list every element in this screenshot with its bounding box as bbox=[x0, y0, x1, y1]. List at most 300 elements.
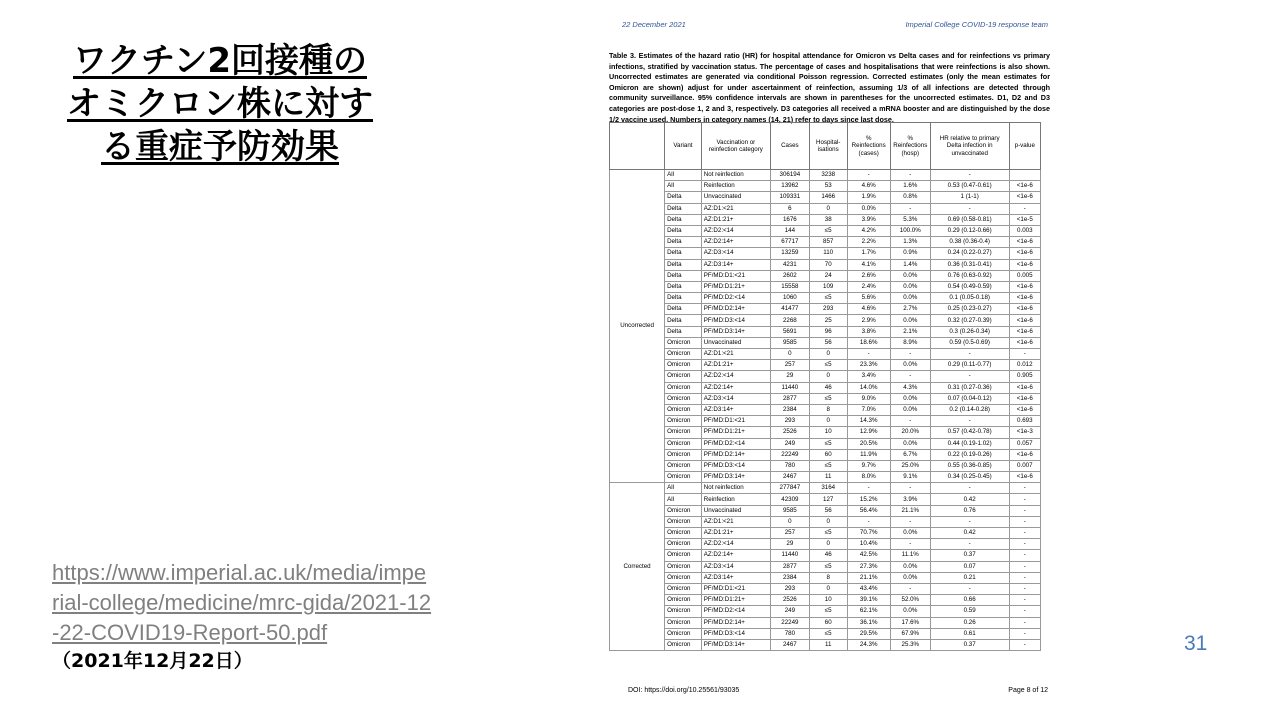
table-cell: 56.4% bbox=[847, 505, 890, 516]
table-cell: 4.6% bbox=[847, 304, 890, 315]
table-cell: 0 bbox=[809, 583, 847, 594]
table-header-row bbox=[610, 123, 1041, 170]
table-cell: 0 bbox=[809, 416, 847, 427]
table-cell: 5.6% bbox=[847, 293, 890, 304]
table-cell: Omicron bbox=[665, 583, 702, 594]
table-row bbox=[610, 528, 1041, 539]
table-row bbox=[610, 237, 1041, 248]
table-cell: Omicron bbox=[665, 416, 702, 427]
table-cell: 2.4% bbox=[847, 281, 890, 292]
table-cell: 249 bbox=[770, 438, 809, 449]
table-row bbox=[610, 550, 1041, 561]
table-cell: Delta bbox=[665, 304, 702, 315]
table-cell: 0.37 bbox=[930, 639, 1009, 650]
table-cell: 7.0% bbox=[847, 404, 890, 415]
table-body bbox=[610, 170, 1041, 651]
table-cell: 0.003 bbox=[1009, 225, 1040, 236]
table-cell: 0.0% bbox=[890, 281, 930, 292]
table-cell: 4.3% bbox=[890, 382, 930, 393]
table-cell: 36.1% bbox=[847, 617, 890, 628]
slide-title bbox=[40, 40, 400, 169]
table-cell: 24 bbox=[809, 270, 847, 281]
table-row bbox=[610, 438, 1041, 449]
table-cell: <1e-6 bbox=[1009, 293, 1040, 304]
table-cell: 0.0% bbox=[847, 203, 890, 214]
table-cell: - bbox=[1009, 516, 1040, 527]
table-cell: 38 bbox=[809, 214, 847, 225]
title-line-1: ワクチン2回接種の bbox=[73, 41, 367, 81]
title-line-2: オミクロン株に対す bbox=[67, 84, 373, 124]
table-cell: 100.0% bbox=[890, 225, 930, 236]
table-row bbox=[610, 259, 1041, 270]
table-cell: AZ:D2:14+ bbox=[701, 382, 770, 393]
table-cell: 109 bbox=[809, 281, 847, 292]
table-cell: 0.76 bbox=[930, 505, 1009, 516]
table-cell: 12.9% bbox=[847, 427, 890, 438]
table-cell: 0.0% bbox=[890, 528, 930, 539]
table-cell: AZ:D1:<21 bbox=[701, 349, 770, 360]
table-cell: AZ:D1:<21 bbox=[701, 203, 770, 214]
table-cell: 0.66 bbox=[930, 595, 1009, 606]
table-cell: 11440 bbox=[770, 550, 809, 561]
table-cell: 0.59 (0.5-0.69) bbox=[930, 337, 1009, 348]
table-cell: Omicron bbox=[665, 337, 702, 348]
table-cell: - bbox=[1009, 203, 1040, 214]
table-cell: 0.34 (0.25-0.45) bbox=[930, 472, 1009, 483]
table-cell: 0.005 bbox=[1009, 270, 1040, 281]
table-cell: 25.3% bbox=[890, 639, 930, 650]
table-cell: - bbox=[1009, 583, 1040, 594]
table-cell: 42.5% bbox=[847, 550, 890, 561]
table-cell: ≤5 bbox=[809, 225, 847, 236]
table-cell: Omicron bbox=[665, 449, 702, 460]
table-cell: 0.0% bbox=[890, 360, 930, 371]
table-row bbox=[610, 337, 1041, 348]
table-cell: - bbox=[847, 349, 890, 360]
table-cell: Omicron bbox=[665, 382, 702, 393]
table-cell: 0 bbox=[809, 539, 847, 550]
table-cell: - bbox=[1009, 606, 1040, 617]
document-page bbox=[600, 10, 1060, 710]
table-cell: PF/MD:D2:14+ bbox=[701, 617, 770, 628]
table-cell: 9.0% bbox=[847, 393, 890, 404]
table-cell: ≤5 bbox=[809, 393, 847, 404]
table-cell: 11.1% bbox=[890, 550, 930, 561]
table-cell: - bbox=[1009, 349, 1040, 360]
table-cell: 0.0% bbox=[890, 293, 930, 304]
table-cell: 0.59 bbox=[930, 606, 1009, 617]
table-cell: - bbox=[890, 416, 930, 427]
table-cell: - bbox=[1009, 561, 1040, 572]
table-row bbox=[610, 404, 1041, 415]
table-cell: 0.37 bbox=[930, 550, 1009, 561]
table-cell: 10 bbox=[809, 595, 847, 606]
table-cell: AZ:D2:<14 bbox=[701, 539, 770, 550]
table-cell: 10 bbox=[809, 427, 847, 438]
table-cell: 21.1% bbox=[847, 572, 890, 583]
table-cell: Omicron bbox=[665, 550, 702, 561]
table-cell: <1e-6 bbox=[1009, 382, 1040, 393]
table-cell: - bbox=[890, 516, 930, 527]
column-header: p-value bbox=[1009, 123, 1040, 170]
table-cell: 11 bbox=[809, 639, 847, 650]
table-cell: <1e-6 bbox=[1009, 192, 1040, 203]
table-cell: ≤5 bbox=[809, 606, 847, 617]
table-cell: Omicron bbox=[665, 360, 702, 371]
table-cell: 29 bbox=[770, 371, 809, 382]
table-cell: 0.42 bbox=[930, 494, 1009, 505]
table-cell: PF/MD:D3:<14 bbox=[701, 460, 770, 471]
table-cell: PF/MD:D3:14+ bbox=[701, 472, 770, 483]
table-cell: ≤5 bbox=[809, 628, 847, 639]
table-cell: Omicron bbox=[665, 639, 702, 650]
table-cell: - bbox=[890, 483, 930, 494]
table-cell: 257 bbox=[770, 528, 809, 539]
table-cell: 2467 bbox=[770, 472, 809, 483]
table-cell: 0.42 bbox=[930, 528, 1009, 539]
table-cell: 39.1% bbox=[847, 595, 890, 606]
table-cell: 20.0% bbox=[890, 427, 930, 438]
table-cell: <1e-6 bbox=[1009, 315, 1040, 326]
table-cell: - bbox=[847, 516, 890, 527]
table-cell: 9585 bbox=[770, 505, 809, 516]
table-cell: AZ:D1:<21 bbox=[701, 516, 770, 527]
table-cell: - bbox=[930, 371, 1009, 382]
table-cell: 46 bbox=[809, 550, 847, 561]
table-cell: - bbox=[890, 170, 930, 181]
table-cell: AZ:D3:<14 bbox=[701, 561, 770, 572]
document-footer-doi: DOI: https://doi.org/10.25561/93035 bbox=[628, 687, 740, 694]
table-cell: 25 bbox=[809, 315, 847, 326]
table-cell: 277847 bbox=[770, 483, 809, 494]
table-cell: <1e-6 bbox=[1009, 248, 1040, 259]
table-cell: 56 bbox=[809, 337, 847, 348]
table-cell: 0.693 bbox=[1009, 416, 1040, 427]
table-row bbox=[610, 606, 1041, 617]
table-row bbox=[610, 393, 1041, 404]
table-cell: AZ:D3:14+ bbox=[701, 259, 770, 270]
table-cell: AZ:D3:14+ bbox=[701, 572, 770, 583]
table-cell: 42309 bbox=[770, 494, 809, 505]
table-cell: - bbox=[930, 170, 1009, 181]
table-cell: <1e-6 bbox=[1009, 304, 1040, 315]
table-row bbox=[610, 293, 1041, 304]
table-cell: 1466 bbox=[809, 192, 847, 203]
table-cell: 4.2% bbox=[847, 225, 890, 236]
table-cell: 1.7% bbox=[847, 248, 890, 259]
table-cell: 1.3% bbox=[890, 237, 930, 248]
table-row bbox=[610, 595, 1041, 606]
table-cell: 22249 bbox=[770, 617, 809, 628]
table-cell: - bbox=[890, 349, 930, 360]
table-cell: - bbox=[1009, 539, 1040, 550]
table-cell: 67.9% bbox=[890, 628, 930, 639]
table-cell: 4.6% bbox=[847, 181, 890, 192]
table-cell: <1e-6 bbox=[1009, 393, 1040, 404]
table-cell: ≤5 bbox=[809, 293, 847, 304]
table-cell: 2.9% bbox=[847, 315, 890, 326]
source-date: （2021年12月22日） bbox=[52, 650, 253, 672]
table-cell: 0.38 (0.36-0.4) bbox=[930, 237, 1009, 248]
table-cell: 0 bbox=[809, 349, 847, 360]
table-cell: 1060 bbox=[770, 293, 809, 304]
table-cell: 22249 bbox=[770, 449, 809, 460]
table-row bbox=[610, 617, 1041, 628]
table-cell: AZ:D3:<14 bbox=[701, 248, 770, 259]
table-cell: <1e-6 bbox=[1009, 281, 1040, 292]
table-cell: 6 bbox=[770, 203, 809, 214]
table-cell: 3238 bbox=[809, 170, 847, 181]
table-cell: 0.36 (0.31-0.41) bbox=[930, 259, 1009, 270]
table-cell: ≤5 bbox=[809, 360, 847, 371]
table-cell: 2.7% bbox=[890, 304, 930, 315]
table-row bbox=[610, 170, 1041, 181]
table-cell: 27.3% bbox=[847, 561, 890, 572]
table-cell: 2526 bbox=[770, 427, 809, 438]
table-cell: 0.0% bbox=[890, 393, 930, 404]
table-cell: Omicron bbox=[665, 528, 702, 539]
table-cell: 10.4% bbox=[847, 539, 890, 550]
table-cell: 8.0% bbox=[847, 472, 890, 483]
table-cell: AZ:D2:<14 bbox=[701, 371, 770, 382]
table-cell: - bbox=[1009, 617, 1040, 628]
table-row bbox=[610, 416, 1041, 427]
table-cell: AZ:D2:14+ bbox=[701, 237, 770, 248]
table-cell: 0.61 bbox=[930, 628, 1009, 639]
table-row bbox=[610, 203, 1041, 214]
table-cell: 15558 bbox=[770, 281, 809, 292]
table-cell: PF/MD:D2:14+ bbox=[701, 304, 770, 315]
table-cell: <1e-6 bbox=[1009, 326, 1040, 337]
table-row bbox=[610, 561, 1041, 572]
table-cell: - bbox=[1009, 572, 1040, 583]
table-cell: 0.26 bbox=[930, 617, 1009, 628]
table-cell: Delta bbox=[665, 248, 702, 259]
table-cell: 18.6% bbox=[847, 337, 890, 348]
table-row bbox=[610, 382, 1041, 393]
table-cell: 110 bbox=[809, 248, 847, 259]
table-cell: 11.9% bbox=[847, 449, 890, 460]
table-cell: PF/MD:D2:<14 bbox=[701, 606, 770, 617]
table-cell: 2877 bbox=[770, 561, 809, 572]
table-caption: Table 3. Estimates of the hazard ratio (HR) for hospital attendance for Omicron vs Delta cases and for reinfections vs primary infections, stratified by vaccination status. The percentage of cases and hospitalisations that were reinfections is also shown. Uncorrected estimates are generated via conditional Poisson regression. Corrected estimates (only the mean estimates for Omicron are shown) adjust for under ascertainment of reinfection, assuming 1/3 of all infections are detected through community surveillance. 95% confidence intervals are shown in parentheses for the uncorrected estimates. D1, D2 and D3 categories are post-dose 1, 2 and 3, respectively. D3 categories all received a mRNA booster and are distinguished by the dose 1/2 vaccine used. Numbers in category names (14, 21) refer to days since last dose. bbox=[609, 51, 1050, 124]
table-cell: - bbox=[1009, 628, 1040, 639]
table-cell: 43.4% bbox=[847, 583, 890, 594]
table-row bbox=[610, 371, 1041, 382]
table-cell: 0.3 (0.26-0.34) bbox=[930, 326, 1009, 337]
table-cell: 1.9% bbox=[847, 192, 890, 203]
table-row bbox=[610, 225, 1041, 236]
table-cell: Delta bbox=[665, 281, 702, 292]
table-cell: 1.4% bbox=[890, 259, 930, 270]
table-cell: 0.54 (0.49-0.59) bbox=[930, 281, 1009, 292]
table-cell: 2268 bbox=[770, 315, 809, 326]
table-cell: AZ:D2:<14 bbox=[701, 225, 770, 236]
table-row bbox=[610, 449, 1041, 460]
table-cell: Omicron bbox=[665, 505, 702, 516]
table-row bbox=[610, 572, 1041, 583]
table-row bbox=[610, 539, 1041, 550]
table-cell: - bbox=[930, 583, 1009, 594]
table-cell: 0 bbox=[770, 516, 809, 527]
table-row bbox=[610, 360, 1041, 371]
table-cell: 3.9% bbox=[847, 214, 890, 225]
column-header: HR relative to primary Delta infection in unvaccinated bbox=[930, 123, 1009, 170]
table-cell: 5691 bbox=[770, 326, 809, 337]
table-cell: - bbox=[1009, 494, 1040, 505]
table-cell: Delta bbox=[665, 270, 702, 281]
table-cell: 257 bbox=[770, 360, 809, 371]
table-cell: <1e-6 bbox=[1009, 472, 1040, 483]
table-cell: Delta bbox=[665, 214, 702, 225]
table-cell: PF/MD:D1:21+ bbox=[701, 427, 770, 438]
table-cell: Delta bbox=[665, 326, 702, 337]
table-cell: 0.0% bbox=[890, 404, 930, 415]
table-cell: Omicron bbox=[665, 539, 702, 550]
table-cell: Delta bbox=[665, 293, 702, 304]
table-cell: <1e-6 bbox=[1009, 181, 1040, 192]
column-header bbox=[610, 123, 665, 170]
table-cell: 0.012 bbox=[1009, 360, 1040, 371]
table-cell: 857 bbox=[809, 237, 847, 248]
table-cell: - bbox=[847, 483, 890, 494]
table-cell: PF/MD:D1:21+ bbox=[701, 595, 770, 606]
table-cell: 0 bbox=[809, 371, 847, 382]
table-cell: Omicron bbox=[665, 516, 702, 527]
table-cell: 8.9% bbox=[890, 337, 930, 348]
table-cell: <1e-6 bbox=[1009, 237, 1040, 248]
table-cell: All bbox=[665, 170, 702, 181]
table-cell: AZ:D3:14+ bbox=[701, 404, 770, 415]
table-cell: PF/MD:D3:<14 bbox=[701, 315, 770, 326]
table-cell: PF/MD:D2:<14 bbox=[701, 293, 770, 304]
table-cell: 52.0% bbox=[890, 595, 930, 606]
table-cell: PF/MD:D1:<21 bbox=[701, 583, 770, 594]
table-cell: 0 bbox=[770, 349, 809, 360]
table-cell: 0.2 (0.14-0.28) bbox=[930, 404, 1009, 415]
table-cell: 70.7% bbox=[847, 528, 890, 539]
table-cell: <1e-6 bbox=[1009, 337, 1040, 348]
table-cell: 2.6% bbox=[847, 270, 890, 281]
column-header: Vaccination or reinfection category bbox=[701, 123, 770, 170]
table-cell: 2.2% bbox=[847, 237, 890, 248]
table-cell: All bbox=[665, 181, 702, 192]
table-cell: 29.5% bbox=[847, 628, 890, 639]
table-cell: 293 bbox=[770, 583, 809, 594]
table-cell: Delta bbox=[665, 225, 702, 236]
table-cell: 70 bbox=[809, 259, 847, 270]
table-cell: 0.29 (0.11-0.77) bbox=[930, 360, 1009, 371]
table-cell: Not reinfection bbox=[701, 483, 770, 494]
table-row bbox=[610, 628, 1041, 639]
table-row bbox=[610, 460, 1041, 471]
table-cell: 17.6% bbox=[890, 617, 930, 628]
table-row bbox=[610, 214, 1041, 225]
table-cell: AZ:D1:21+ bbox=[701, 360, 770, 371]
table-cell: - bbox=[930, 539, 1009, 550]
table-cell: 56 bbox=[809, 505, 847, 516]
table-cell: 293 bbox=[770, 416, 809, 427]
table-cell: - bbox=[890, 539, 930, 550]
table-cell: Unvaccinated bbox=[701, 505, 770, 516]
table-cell: Reinfection bbox=[701, 494, 770, 505]
table-cell: 2384 bbox=[770, 404, 809, 415]
results-table bbox=[609, 122, 1041, 651]
source-link[interactable]: https://www.imperial.ac.uk/media/imperial-college/medicine/mrc-gida/2021-12-22-COVID19-Report-50.pdf bbox=[52, 560, 432, 645]
table-row bbox=[610, 583, 1041, 594]
table-cell: - bbox=[930, 416, 1009, 427]
table-cell: Unvaccinated bbox=[701, 337, 770, 348]
column-header: % Reinfections (cases) bbox=[847, 123, 890, 170]
table-cell: Omicron bbox=[665, 595, 702, 606]
table-cell: 1 (1-1) bbox=[930, 192, 1009, 203]
table-cell: 62.1% bbox=[847, 606, 890, 617]
table-cell: 0.8% bbox=[890, 192, 930, 203]
table-cell: 293 bbox=[809, 304, 847, 315]
table-cell: 249 bbox=[770, 606, 809, 617]
table-cell: 8 bbox=[809, 572, 847, 583]
table-cell: 9585 bbox=[770, 337, 809, 348]
table-cell: 0.25 (0.23-0.27) bbox=[930, 304, 1009, 315]
table-cell: <1e-6 bbox=[1009, 259, 1040, 270]
table-cell: AZ:D3:<14 bbox=[701, 393, 770, 404]
table-cell: PF/MD:D2:14+ bbox=[701, 449, 770, 460]
table-cell: Omicron bbox=[665, 393, 702, 404]
table-cell bbox=[1009, 170, 1040, 181]
table-cell: 96 bbox=[809, 326, 847, 337]
table-row bbox=[610, 427, 1041, 438]
table-cell: 2467 bbox=[770, 639, 809, 650]
table-cell: Delta bbox=[665, 203, 702, 214]
table-cell: Delta bbox=[665, 315, 702, 326]
table-row bbox=[610, 181, 1041, 192]
table-cell: 2.1% bbox=[890, 326, 930, 337]
table-cell: Omicron bbox=[665, 460, 702, 471]
table-cell: 2877 bbox=[770, 393, 809, 404]
table-cell: Omicron bbox=[665, 606, 702, 617]
table-cell: 13962 bbox=[770, 181, 809, 192]
table-cell: PF/MD:D2:<14 bbox=[701, 438, 770, 449]
table-cell: ≤5 bbox=[809, 561, 847, 572]
table-cell: 0.007 bbox=[1009, 460, 1040, 471]
table-cell: 25.0% bbox=[890, 460, 930, 471]
table-cell: 0.0% bbox=[890, 606, 930, 617]
table-cell: 0.29 (0.12-0.66) bbox=[930, 225, 1009, 236]
table-row bbox=[610, 270, 1041, 281]
table-cell: 11 bbox=[809, 472, 847, 483]
table-cell: 21.1% bbox=[890, 505, 930, 516]
table-cell: Omicron bbox=[665, 572, 702, 583]
table-cell: AZ:D1:21+ bbox=[701, 528, 770, 539]
table-cell: - bbox=[930, 349, 1009, 360]
table-cell: 3.8% bbox=[847, 326, 890, 337]
table-cell: - bbox=[1009, 505, 1040, 516]
table-cell: 1.6% bbox=[890, 181, 930, 192]
table-row bbox=[610, 516, 1041, 527]
table-cell: AZ:D1:21+ bbox=[701, 214, 770, 225]
table-cell: 0.21 bbox=[930, 572, 1009, 583]
table-cell: Omicron bbox=[665, 628, 702, 639]
table-cell: - bbox=[890, 371, 930, 382]
column-header: Hospital-isations bbox=[809, 123, 847, 170]
table-cell: ≤5 bbox=[809, 460, 847, 471]
table-cell: - bbox=[890, 583, 930, 594]
table-cell: PF/MD:D1:<21 bbox=[701, 270, 770, 281]
table-cell: 15.2% bbox=[847, 494, 890, 505]
table-cell: Omicron bbox=[665, 561, 702, 572]
table-cell: 60 bbox=[809, 449, 847, 460]
table-cell: PF/MD:D1:<21 bbox=[701, 416, 770, 427]
